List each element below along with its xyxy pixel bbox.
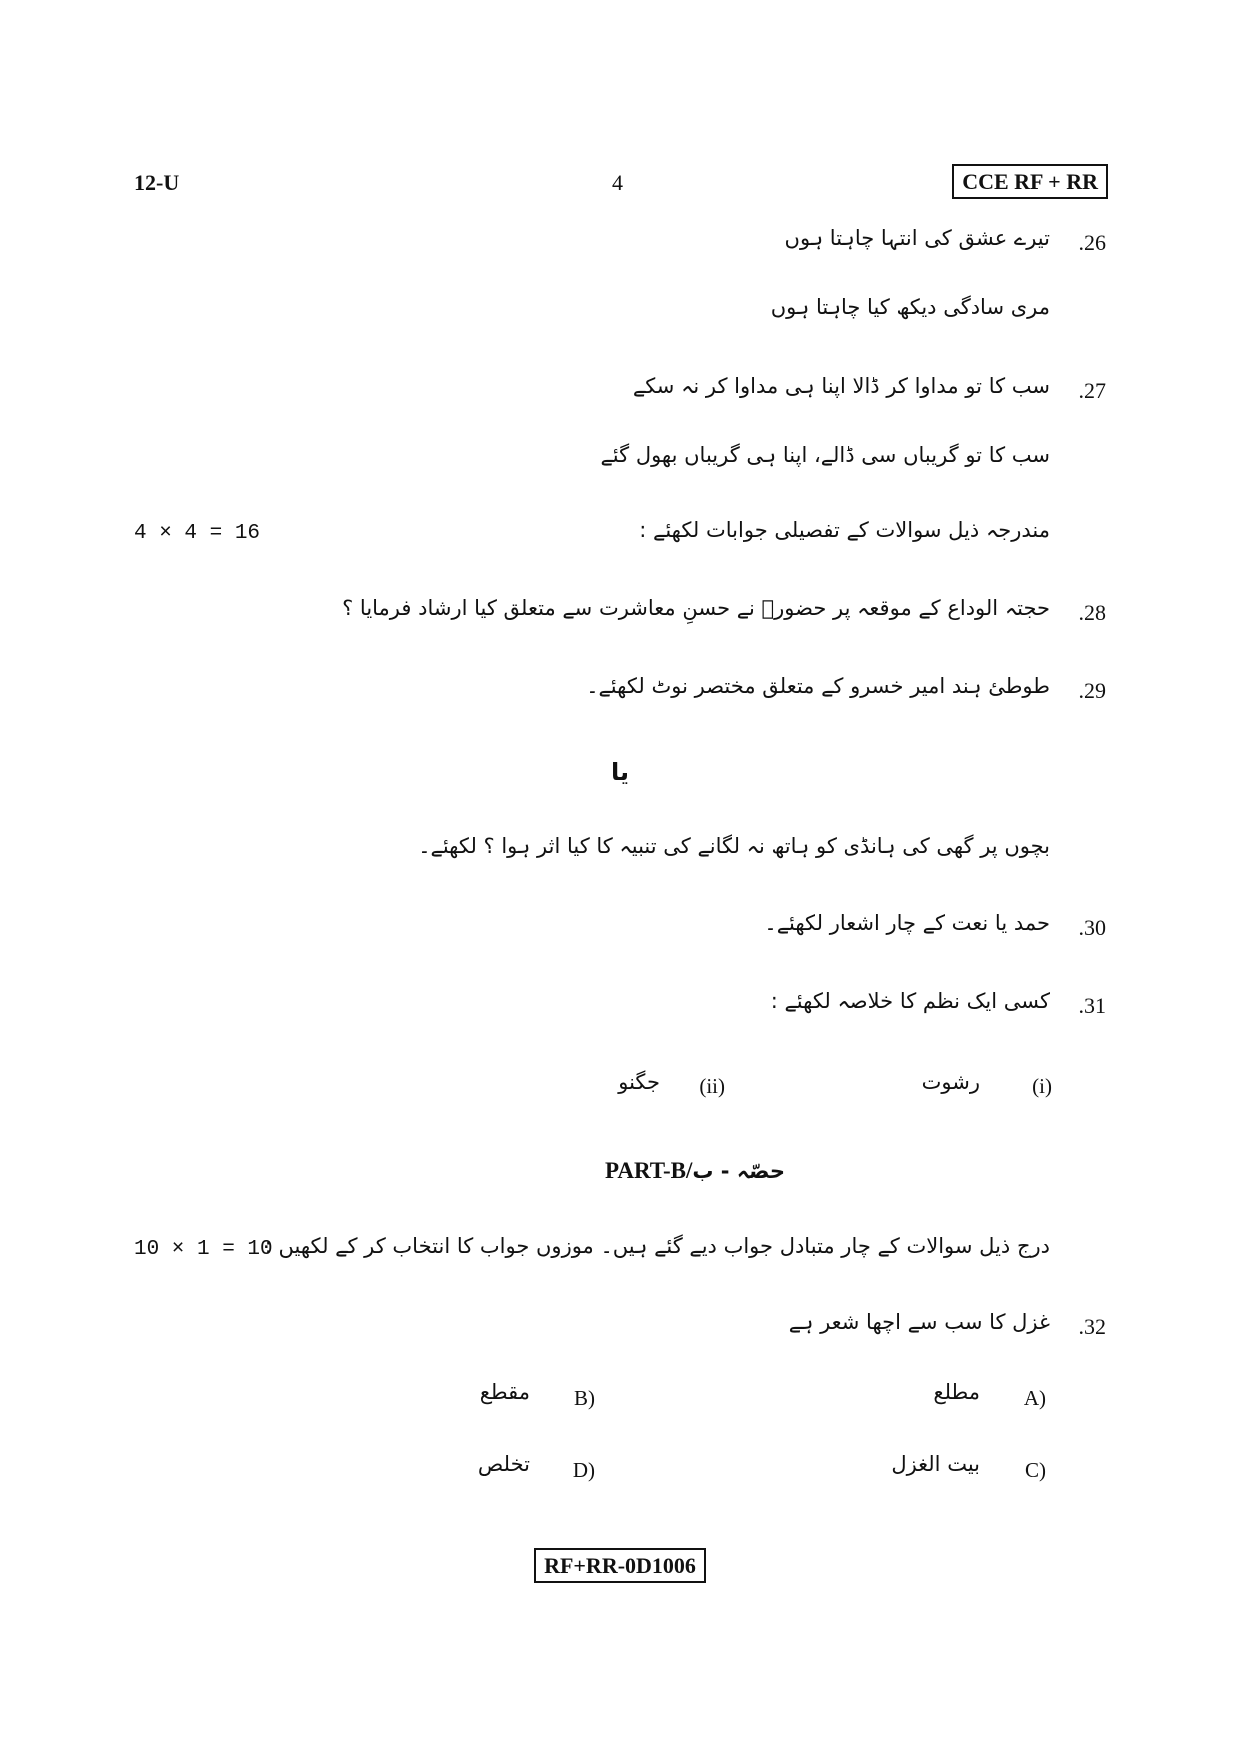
q31-option-ii-label: (ii) — [699, 1074, 725, 1098]
q29-text: طوطئ ہند امیر خسرو کے متعلق مختصر نوٹ لکھئے۔ — [586, 674, 1050, 698]
part-b-heading — [605, 1158, 785, 1184]
paper-code-left: 12-U — [134, 170, 180, 195]
q32-option-d-label: D) — [572, 1458, 595, 1482]
q32-number: .32 — [1078, 1314, 1106, 1339]
q26-line1: تیرے عشق کی انتہا چاہتا ہوں — [784, 226, 1050, 250]
long-answer-marks: 4 × 4 = 16 — [134, 522, 261, 545]
q32-option-b-text: مقطع — [479, 1380, 530, 1404]
paper-code-right-box: CCE RF + RR — [952, 164, 1108, 199]
q31-option-ii-text: جگنو — [618, 1070, 660, 1094]
q26-number: .26 — [1078, 230, 1106, 255]
q29-number: .29 — [1078, 678, 1106, 703]
part-b-title-en: PART-B/ — [605, 1158, 693, 1183]
q26-line2: مری سادگی دیکھ کیا چاہتا ہوں — [770, 295, 1050, 319]
q32-option-d-text: تخلص — [477, 1452, 530, 1476]
q31-option-i-label: (i) — [1032, 1074, 1052, 1098]
mcq-marks: 10 × 1 = 10 — [134, 1238, 273, 1261]
q32-text: غزل کا سب سے اچھا شعر ہے — [788, 1310, 1050, 1334]
q30-text: حمد یا نعت کے چار اشعار لکھئے۔ — [764, 911, 1050, 935]
mcq-instruction: درج ذیل سوالات کے چار متبادل جواب دیے گئے ہیں۔ موزوں جواب کا انتخاب کر کے لکھیں : — [264, 1234, 1050, 1258]
q27-line1: سب کا تو مداوا کر ڈالا اپنا ہی مداوا کر نہ سکے — [632, 374, 1050, 398]
q28-text: حجتہ الوداع کے موقعہ پر حضورؐ نے حسنِ معاشرت سے متعلق کیا ارشاد فرمایا ؟ — [342, 596, 1050, 620]
q30-number: .30 — [1078, 915, 1106, 940]
long-answer-instruction: مندرجہ ذیل سوالات کے تفصیلی جوابات لکھئے : — [639, 518, 1050, 542]
q29-or-label: یا — [610, 758, 630, 786]
q32-option-c-label: C) — [1025, 1458, 1046, 1482]
q32-option-c-text: بیت الغزل — [891, 1452, 980, 1476]
q31-number: .31 — [1078, 993, 1106, 1018]
q27-number: .27 — [1078, 378, 1106, 403]
part-b-title-ur: حصّہ - ب — [692, 1159, 785, 1183]
q27-line2: سب کا تو گریباں سی ڈالے، اپنا ہی گریباں بھول گئے — [600, 443, 1050, 467]
q28-number: .28 — [1078, 600, 1106, 625]
q29-alt-text: بچوں پر گھی کی ہانڈی کو ہاتھ نہ لگانے کی تنبیہ کا کیا اثر ہوا ؟ لکھئے۔ — [418, 834, 1050, 858]
q32-option-a-text: مطلع — [933, 1380, 980, 1404]
q32-option-a-label: A) — [1023, 1386, 1046, 1410]
q32-option-b-label: B) — [574, 1386, 595, 1410]
footer-code-box: RF+RR-0D1006 — [534, 1548, 706, 1583]
page-number: 4 — [612, 170, 623, 195]
q31-option-i-text: رشوت — [921, 1070, 980, 1094]
q31-text: کسی ایک نظم کا خلاصہ لکھئے : — [770, 989, 1050, 1013]
footer — [0, 1548, 1240, 1583]
